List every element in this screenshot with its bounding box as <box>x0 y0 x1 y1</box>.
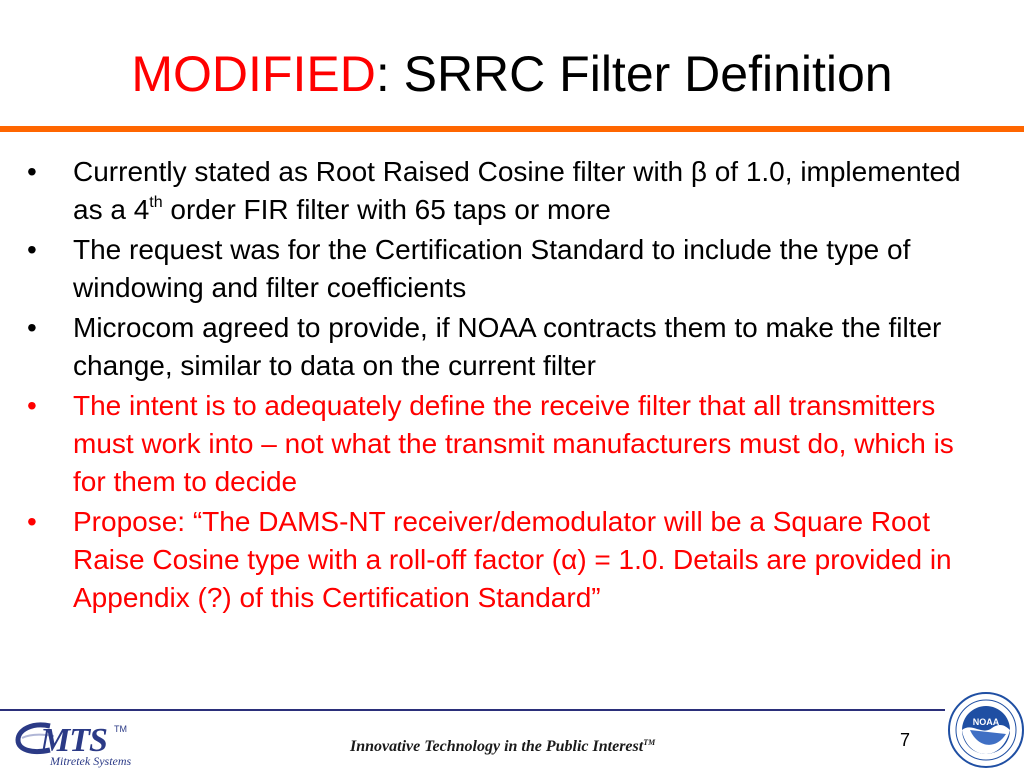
bullet-item-highlighted <box>0 387 1024 501</box>
bullet-item <box>0 231 1024 307</box>
mitretek-logo <box>14 718 164 766</box>
bullet-text-continued: order FIR filter with 65 taps or more <box>162 194 611 225</box>
tagline-trademark: TM <box>643 738 656 747</box>
title-divider <box>0 126 1024 132</box>
bullet-glyph: • <box>27 234 37 265</box>
tagline-text: Innovative Technology in the Public Interest <box>350 738 644 755</box>
noaa-seal-icon <box>948 692 1024 768</box>
title-highlight: MODIFIED <box>131 46 376 102</box>
logo-subtitle: Mitretek Systems <box>50 754 132 768</box>
page-number: 7 <box>900 730 911 750</box>
bullet-text: The request was for the Certification Standard to include the type of windowing and filter coefficients <box>73 234 911 303</box>
slide-title <box>0 44 1024 104</box>
bullet-glyph: • <box>27 390 37 421</box>
seal-label: NOAA <box>972 717 1000 727</box>
bullet-item <box>0 153 1024 229</box>
bullet-glyph: • <box>27 312 37 343</box>
ordinal-superscript: th <box>149 194 163 211</box>
bullet-glyph: • <box>27 156 37 187</box>
logo-wordmark: MTS <box>40 722 107 759</box>
bullet-text: The intent is to adequately define the receive filter that all transmitters must work into – not what the transmit manufacturers must do, which is for them to decide <box>73 390 954 497</box>
footer-divider <box>0 709 945 711</box>
bullet-text: Currently stated as Root Raised Cosine filter with β of 1.0, implemented as a 4 <box>73 156 961 225</box>
bullet-text: Propose: “The DAMS-NT receiver/demodulator will be a Square Root Raise Cosine type with a roll-off factor (α) = 1.0. Details are provided in Appendix (?) of this Certification Standard” <box>73 506 952 613</box>
bullet-glyph: • <box>27 506 37 537</box>
title-text: : SRRC Filter Definition <box>375 46 893 102</box>
bullet-list <box>0 153 1024 619</box>
footer-tagline <box>350 738 655 756</box>
bullet-text: Microcom agreed to provide, if NOAA contracts them to make the filter change, similar to data on the current filter <box>73 312 942 381</box>
bullet-item-highlighted <box>0 503 1024 617</box>
logo-trademark: TM <box>114 724 127 734</box>
bullet-item <box>0 309 1024 385</box>
